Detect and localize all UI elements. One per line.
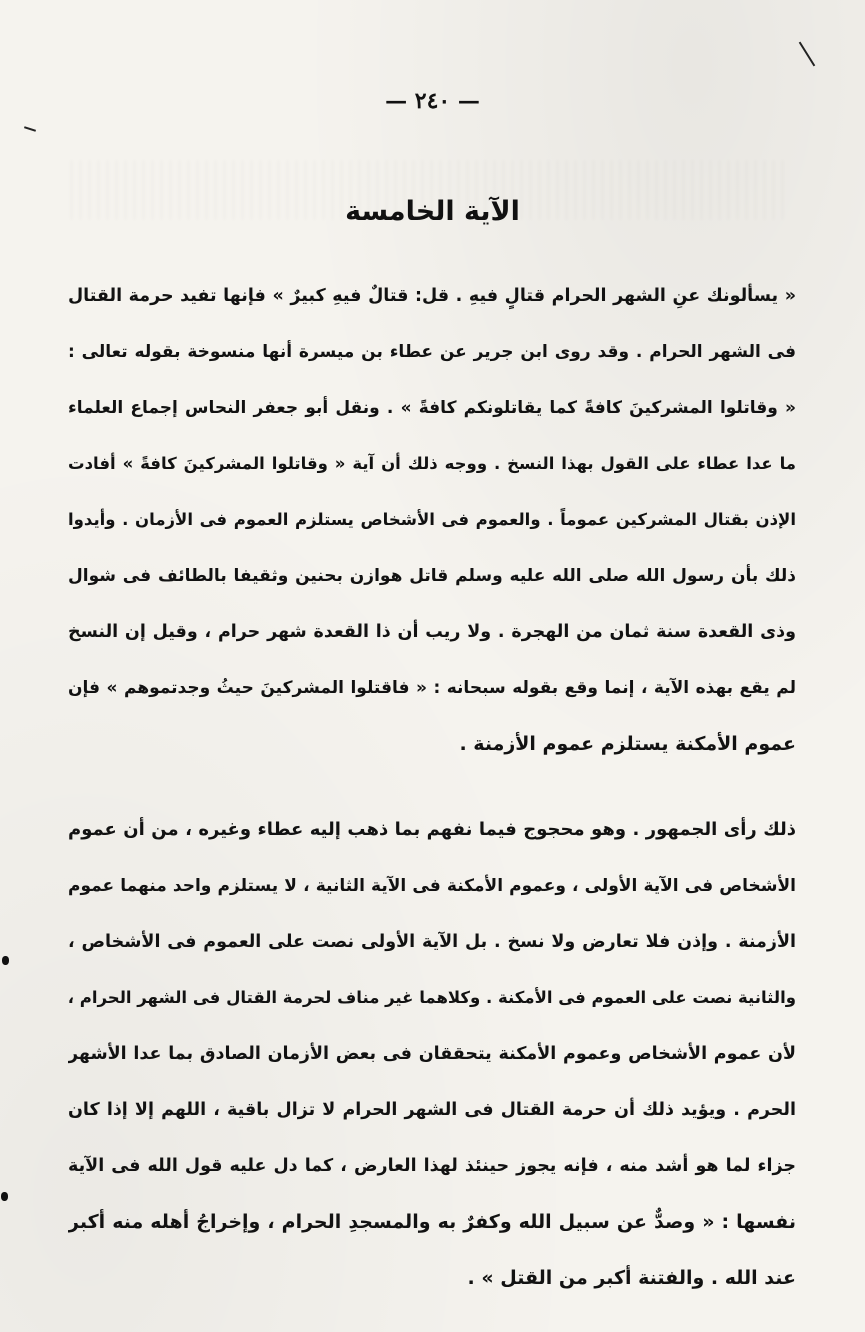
text-line: نفسها : « وصدٌّ عن سبيل الله وكفرٌ به والمسجدِ الحرام ، وإخراجُ أهله منه أكبر — [68, 1211, 796, 1233]
text-line: ذلك رأى الجمهور . وهو محجوج فيما نفهم بما ذهب إليه عطاء وغيره ، من أن عموم — [68, 819, 796, 840]
text-line: الإذن بقتال المشركين عموماً . والعموم فى الأشخاص يستلزم العموم فى الأزمان . وأيدوا — [68, 510, 796, 529]
scan-speck-left-lower — [1, 1192, 8, 1201]
text-line: الحرم . ويؤيد ذلك أن حرمة القتال فى الشهر الحرام لا تزال باقية ، اللهم إلا إذا كان — [68, 1100, 796, 1120]
text-line: ذلك بأن رسول الله صلى الله عليه وسلم قاتل هوازن بحنين وثقيفا بالطائف فى شوال — [68, 566, 796, 586]
text-line: عموم الأمكنة يستلزم عموم الأزمنة . — [459, 733, 796, 755]
text-line: « وقاتلوا المشركينَ كافةً كما يقاتلونكم كافةً » . ونقل أبو جعفر النحاس إجماع العلماء — [68, 398, 796, 418]
scan-mark-top-left — [24, 126, 36, 132]
text-line: ما عدا عطاء على القول بهذا النسخ . ووجه ذلك أن آية « وقاتلوا المشركينَ كافةً » أفادت — [68, 454, 796, 473]
paragraph-1 — [68, 268, 796, 772]
text-line: لأن عموم الأشخاص وعموم الأمكنة يتحققان فى بعض الأزمان الصادق بما عدا الأشهر — [68, 1044, 796, 1064]
section-heading: الآية الخامسة — [345, 196, 520, 227]
text-line: الأزمنة . وإذن فلا تعارض ولا نسخ . بل الآية الأولى نصت على العموم فى الأشخاص ، — [68, 932, 796, 952]
text-line: والثانية نصت على العموم فى الأمكنة . وكلاهما غير مناف لحرمة القتال فى الشهر الحرام ، — [68, 988, 796, 1007]
scan-mark-top-right — [799, 42, 816, 67]
page-number: — ٢٤٠ — — [385, 88, 480, 114]
text-line: فى الشهر الحرام . وقد روى ابن جرير عن عطاء بن ميسرة أنها منسوخة بقوله تعالى : — [68, 342, 796, 362]
scan-speck-left-upper — [2, 956, 9, 965]
text-line: عند الله . والفتنة أكبر من القتل » . — [467, 1267, 796, 1289]
paragraph-2 — [68, 802, 796, 1306]
text-line: لم يقع بهذه الآية ، إنما وقع بقوله سبحانه : « فاقتلوا المشركينَ حيثُ وجدتموهم » فإن — [68, 678, 796, 698]
text-line: وذى القعدة سنة ثمان من الهجرة . ولا ريب أن ذا القعدة شهر حرام ، وقيل إن النسخ — [68, 622, 796, 642]
text-line: « يسألونك عنِ الشهر الحرام قتالٍ فيهِ . قل: قتالٌ فيهِ كبيرٌ » فإنها تفيد حرمة القتال — [68, 286, 796, 306]
text-line: جزاء لما هو أشد منه ، فإنه يجوز حينئذ لهذا العارض ، كما دل عليه قول الله فى الآية — [68, 1156, 796, 1176]
text-line: الأشخاص فى الآية الأولى ، وعموم الأمكنة فى الآية الثانية ، لا يستلزم واحد منهما عموم — [68, 876, 796, 896]
